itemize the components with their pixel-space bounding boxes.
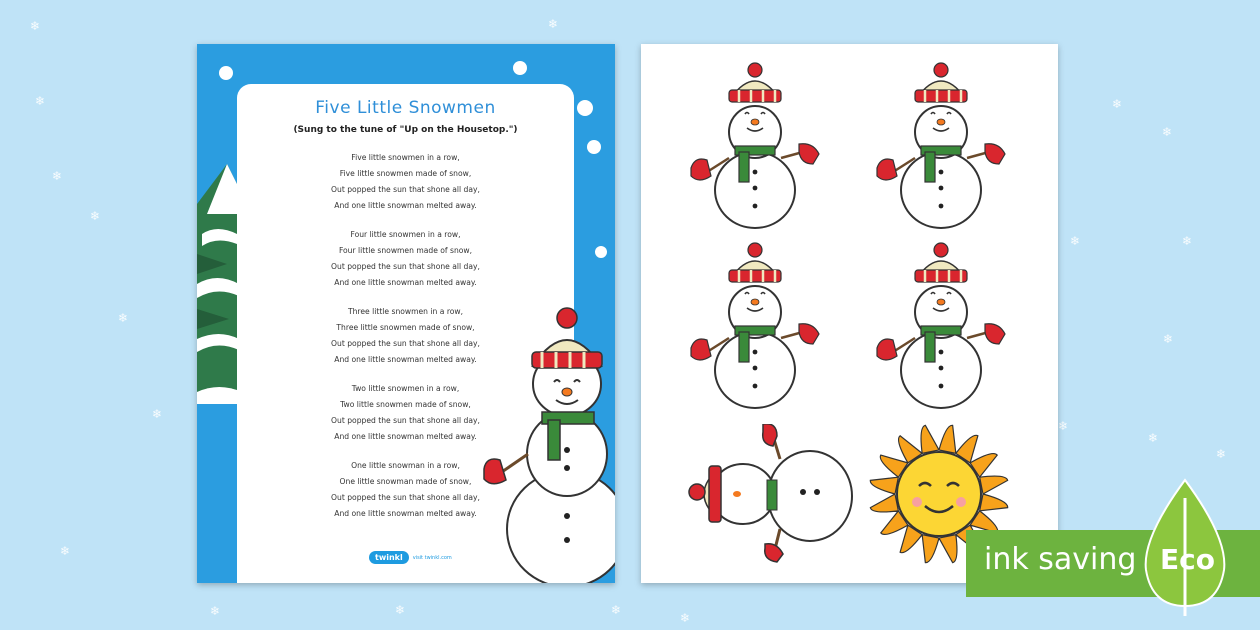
snowflake-icon: ❄ [210, 604, 221, 618]
snowman-icon [685, 240, 825, 412]
twinkl-logo [369, 551, 452, 564]
verse-line: And one little snowman melted away. [334, 355, 477, 364]
snow-dot [577, 100, 593, 116]
twinkl-url: visit twinkl.com [412, 554, 452, 561]
verse-line: And one little snowman melted away. [334, 509, 477, 518]
snowflake-icon: ❄ [680, 611, 691, 625]
pine-tree-icon [197, 164, 242, 404]
verse-line: One little snowman in a row, [351, 461, 460, 470]
snowflake-icon: ❄ [1058, 419, 1069, 433]
poem-page [197, 44, 615, 583]
eco-badge-text: ink saving [984, 542, 1137, 577]
verse-line: Out popped the sun that shone all day, [331, 416, 480, 425]
snowflake-icon: ❄ [1070, 234, 1081, 248]
snowflake-icon: ❄ [395, 603, 406, 617]
verse-line: And one little snowman melted away. [334, 201, 477, 210]
twinkl-logo-text: twinkl [369, 551, 409, 564]
snowflake-icon: ❄ [90, 209, 101, 223]
snowman-icon [871, 240, 1011, 412]
eco-label: Eco [1160, 543, 1215, 576]
verse-line: Three little snowmen in a row, [347, 307, 464, 316]
snowflake-icon: ❄ [1148, 431, 1159, 445]
verse-line: Five little snowmen in a row, [351, 153, 460, 162]
verse-line: Five little snowmen made of snow, [339, 169, 472, 178]
snowman-icon [482, 304, 615, 583]
snowflake-icon: ❄ [30, 19, 41, 33]
verse-line: Out popped the sun that shone all day, [331, 493, 480, 502]
verse-line: Four little snowmen in a row, [350, 230, 461, 239]
snowflake-icon: ❄ [548, 17, 559, 31]
snow-dot [513, 61, 527, 75]
verse-line: Out popped the sun that shone all day, [331, 339, 480, 348]
snowflake-icon: ❄ [35, 94, 46, 108]
snowflake-icon: ❄ [1112, 97, 1123, 111]
verse-line: Two little snowmen in a row, [351, 384, 460, 393]
snowman-icon [685, 60, 825, 232]
snowflake-icon: ❄ [1163, 332, 1174, 346]
poem-title: Five Little Snowmen [315, 98, 496, 118]
snowman-icon [871, 60, 1011, 232]
snowflake-icon: ❄ [152, 407, 163, 421]
verse-line: Out popped the sun that shone all day, [331, 185, 480, 194]
snow-dot [587, 140, 601, 154]
snowflake-icon: ❄ [60, 544, 71, 558]
snow-dot [219, 66, 233, 80]
verse-line: Two little snowmen made of snow, [340, 400, 471, 409]
poem-subtitle: (Sung to the tune of "Up on the Housetop.") [293, 125, 518, 135]
cutouts-page [641, 44, 1058, 583]
verse-line: One little snowman made of snow, [339, 477, 472, 486]
snowflake-icon: ❄ [118, 311, 129, 325]
melted-snowman-icon [685, 424, 855, 564]
snow-dot [595, 246, 607, 258]
snowflake-icon: ❄ [611, 603, 622, 617]
snowflake-icon: ❄ [1216, 447, 1227, 461]
verse-line: And one little snowman melted away. [334, 432, 477, 441]
verse-line: Four little snowmen made of snow, [338, 246, 473, 255]
verse-1 [237, 150, 574, 214]
verse-line: Three little snowmen made of snow, [336, 323, 475, 332]
verse-line: Out popped the sun that shone all day, [331, 262, 480, 271]
verse-2 [237, 227, 574, 291]
snowflake-icon: ❄ [1162, 125, 1173, 139]
snowflake-icon: ❄ [52, 169, 63, 183]
verse-line: And one little snowman melted away. [334, 278, 477, 287]
snowflake-icon: ❄ [1182, 234, 1193, 248]
